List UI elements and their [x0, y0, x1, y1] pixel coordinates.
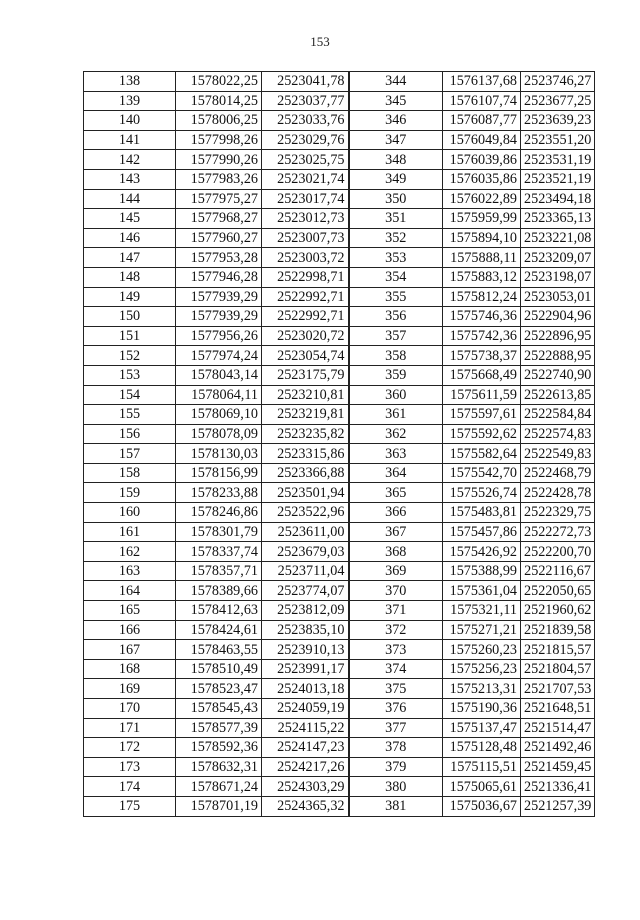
table-row	[84, 796, 595, 816]
x-coordinate-cell: 1575190,36	[443, 699, 521, 719]
y-coordinate-cell: 2523025,75	[262, 150, 349, 170]
y-coordinate-cell: 2522200,70	[521, 542, 595, 562]
x-coordinate-cell: 1575036,67	[443, 796, 521, 816]
point-number-cell: 360	[349, 385, 443, 405]
point-number-cell: 374	[349, 659, 443, 679]
x-coordinate-cell: 1575321,11	[443, 601, 521, 621]
coordinates-table	[83, 71, 595, 817]
x-coordinate-cell: 1575746,36	[443, 307, 521, 327]
y-coordinate-cell: 2523551,20	[521, 130, 595, 150]
point-number-cell: 347	[349, 130, 443, 150]
y-coordinate-cell: 2523041,78	[262, 72, 349, 92]
x-coordinate-cell: 1578412,63	[176, 601, 262, 621]
x-coordinate-cell: 1578632,31	[176, 757, 262, 777]
y-coordinate-cell: 2523020,72	[262, 326, 349, 346]
table-row	[84, 522, 595, 542]
y-coordinate-cell: 2523835,10	[262, 620, 349, 640]
x-coordinate-cell: 1575256,23	[443, 659, 521, 679]
y-coordinate-cell: 2524013,18	[262, 679, 349, 699]
point-number-cell: 159	[84, 483, 176, 503]
x-coordinate-cell: 1576049,84	[443, 130, 521, 150]
point-number-cell: 371	[349, 601, 443, 621]
table-row	[84, 307, 595, 327]
y-coordinate-cell: 2521492,46	[521, 738, 595, 758]
point-number-cell: 372	[349, 620, 443, 640]
y-coordinate-cell: 2523021,74	[262, 169, 349, 189]
x-coordinate-cell: 1575213,31	[443, 679, 521, 699]
point-number-cell: 367	[349, 522, 443, 542]
x-coordinate-cell: 1577939,29	[176, 307, 262, 327]
x-coordinate-cell: 1577960,27	[176, 228, 262, 248]
y-coordinate-cell: 2523365,13	[521, 209, 595, 229]
point-number-cell: 349	[349, 169, 443, 189]
y-coordinate-cell: 2523315,86	[262, 444, 349, 464]
point-number-cell: 160	[84, 503, 176, 523]
x-coordinate-cell: 1575361,04	[443, 581, 521, 601]
point-number-cell: 381	[349, 796, 443, 816]
x-coordinate-cell: 1578301,79	[176, 522, 262, 542]
y-coordinate-cell: 2521459,45	[521, 757, 595, 777]
y-coordinate-cell: 2522904,96	[521, 307, 595, 327]
point-number-cell: 155	[84, 405, 176, 425]
point-number-cell: 175	[84, 796, 176, 816]
point-number-cell: 351	[349, 209, 443, 229]
y-coordinate-cell: 2524303,29	[262, 777, 349, 797]
y-coordinate-cell: 2522992,71	[262, 287, 349, 307]
x-coordinate-cell: 1577990,26	[176, 150, 262, 170]
y-coordinate-cell: 2522896,95	[521, 326, 595, 346]
point-number-cell: 162	[84, 542, 176, 562]
y-coordinate-cell: 2522428,78	[521, 483, 595, 503]
y-coordinate-cell: 2523679,03	[262, 542, 349, 562]
table-row	[84, 209, 595, 229]
y-coordinate-cell: 2522584,84	[521, 405, 595, 425]
x-coordinate-cell: 1575115,51	[443, 757, 521, 777]
table-row	[84, 738, 595, 758]
x-coordinate-cell: 1578389,66	[176, 581, 262, 601]
y-coordinate-cell: 2523494,18	[521, 189, 595, 209]
point-number-cell: 366	[349, 503, 443, 523]
y-coordinate-cell: 2523501,94	[262, 483, 349, 503]
x-coordinate-cell: 1578463,55	[176, 640, 262, 660]
y-coordinate-cell: 2523003,72	[262, 248, 349, 268]
point-number-cell: 142	[84, 150, 176, 170]
y-coordinate-cell: 2522992,71	[262, 307, 349, 327]
x-coordinate-cell: 1576107,74	[443, 91, 521, 111]
point-number-cell: 164	[84, 581, 176, 601]
point-number-cell: 373	[349, 640, 443, 660]
x-coordinate-cell: 1575526,74	[443, 483, 521, 503]
x-coordinate-cell: 1577956,26	[176, 326, 262, 346]
point-number-cell: 352	[349, 228, 443, 248]
point-number-cell: 145	[84, 209, 176, 229]
x-coordinate-cell: 1575597,61	[443, 405, 521, 425]
y-coordinate-cell: 2522613,85	[521, 385, 595, 405]
x-coordinate-cell: 1575611,59	[443, 385, 521, 405]
x-coordinate-cell: 1577975,27	[176, 189, 262, 209]
point-number-cell: 165	[84, 601, 176, 621]
x-coordinate-cell: 1576087,77	[443, 111, 521, 131]
x-coordinate-cell: 1578592,36	[176, 738, 262, 758]
y-coordinate-cell: 2523521,19	[521, 169, 595, 189]
y-coordinate-cell: 2523012,73	[262, 209, 349, 229]
point-number-cell: 156	[84, 424, 176, 444]
y-coordinate-cell: 2523677,25	[521, 91, 595, 111]
point-number-cell: 174	[84, 777, 176, 797]
table-row	[84, 287, 595, 307]
point-number-cell: 357	[349, 326, 443, 346]
table-row	[84, 365, 595, 385]
y-coordinate-cell: 2522468,79	[521, 463, 595, 483]
point-number-cell: 141	[84, 130, 176, 150]
x-coordinate-cell: 1578510,49	[176, 659, 262, 679]
table-row	[84, 72, 595, 92]
x-coordinate-cell: 1578069,10	[176, 405, 262, 425]
x-coordinate-cell: 1575592,62	[443, 424, 521, 444]
y-coordinate-cell: 2521815,57	[521, 640, 595, 660]
table-row	[84, 718, 595, 738]
x-coordinate-cell: 1575483,81	[443, 503, 521, 523]
table-row	[84, 757, 595, 777]
point-number-cell: 359	[349, 365, 443, 385]
x-coordinate-cell: 1578545,43	[176, 699, 262, 719]
y-coordinate-cell: 2523235,82	[262, 424, 349, 444]
point-number-cell: 153	[84, 365, 176, 385]
x-coordinate-cell: 1578014,25	[176, 91, 262, 111]
y-coordinate-cell: 2522740,90	[521, 365, 595, 385]
y-coordinate-cell: 2523037,77	[262, 91, 349, 111]
point-number-cell: 157	[84, 444, 176, 464]
y-coordinate-cell: 2521257,39	[521, 796, 595, 816]
table-row	[84, 777, 595, 797]
x-coordinate-cell: 1578233,88	[176, 483, 262, 503]
table-row	[84, 267, 595, 287]
y-coordinate-cell: 2523774,07	[262, 581, 349, 601]
x-coordinate-cell: 1575883,12	[443, 267, 521, 287]
point-number-cell: 375	[349, 679, 443, 699]
point-number-cell: 346	[349, 111, 443, 131]
point-number-cell: 151	[84, 326, 176, 346]
point-number-cell: 376	[349, 699, 443, 719]
point-number-cell: 365	[349, 483, 443, 503]
x-coordinate-cell: 1575894,10	[443, 228, 521, 248]
table-row	[84, 503, 595, 523]
y-coordinate-cell: 2523007,73	[262, 228, 349, 248]
point-number-cell: 354	[349, 267, 443, 287]
y-coordinate-cell: 2523033,76	[262, 111, 349, 131]
x-coordinate-cell: 1576022,89	[443, 189, 521, 209]
point-number-cell: 154	[84, 385, 176, 405]
y-coordinate-cell: 2523522,96	[262, 503, 349, 523]
point-number-cell: 148	[84, 267, 176, 287]
point-number-cell: 167	[84, 640, 176, 660]
y-coordinate-cell: 2522998,71	[262, 267, 349, 287]
table-row	[84, 91, 595, 111]
y-coordinate-cell: 2523054,74	[262, 346, 349, 366]
point-number-cell: 139	[84, 91, 176, 111]
y-coordinate-cell: 2522549,83	[521, 444, 595, 464]
y-coordinate-cell: 2523611,00	[262, 522, 349, 542]
x-coordinate-cell: 1578078,09	[176, 424, 262, 444]
point-number-cell: 138	[84, 72, 176, 92]
x-coordinate-cell: 1575457,86	[443, 522, 521, 542]
x-coordinate-cell: 1575388,99	[443, 561, 521, 581]
table-body	[84, 72, 595, 817]
y-coordinate-cell: 2521804,57	[521, 659, 595, 679]
y-coordinate-cell: 2521839,58	[521, 620, 595, 640]
point-number-cell: 170	[84, 699, 176, 719]
x-coordinate-cell: 1577953,28	[176, 248, 262, 268]
x-coordinate-cell: 1578701,19	[176, 796, 262, 816]
y-coordinate-cell: 2523910,13	[262, 640, 349, 660]
table-row	[84, 699, 595, 719]
table-row	[84, 189, 595, 209]
point-number-cell: 147	[84, 248, 176, 268]
x-coordinate-cell: 1578156,99	[176, 463, 262, 483]
point-number-cell: 379	[349, 757, 443, 777]
point-number-cell: 370	[349, 581, 443, 601]
table-row	[84, 424, 595, 444]
y-coordinate-cell: 2522888,95	[521, 346, 595, 366]
x-coordinate-cell: 1575271,21	[443, 620, 521, 640]
x-coordinate-cell: 1578064,11	[176, 385, 262, 405]
point-number-cell: 368	[349, 542, 443, 562]
y-coordinate-cell: 2522050,65	[521, 581, 595, 601]
x-coordinate-cell: 1577998,26	[176, 130, 262, 150]
y-coordinate-cell: 2523209,07	[521, 248, 595, 268]
table-row	[84, 463, 595, 483]
x-coordinate-cell: 1578043,14	[176, 365, 262, 385]
x-coordinate-cell: 1577974,24	[176, 346, 262, 366]
table-row	[84, 561, 595, 581]
point-number-cell: 146	[84, 228, 176, 248]
table-row	[84, 326, 595, 346]
y-coordinate-cell: 2522574,83	[521, 424, 595, 444]
point-number-cell: 364	[349, 463, 443, 483]
y-coordinate-cell: 2524365,32	[262, 796, 349, 816]
x-coordinate-cell: 1575742,36	[443, 326, 521, 346]
table-row	[84, 150, 595, 170]
table-row	[84, 620, 595, 640]
y-coordinate-cell: 2524147,23	[262, 738, 349, 758]
point-number-cell: 149	[84, 287, 176, 307]
x-coordinate-cell: 1578523,47	[176, 679, 262, 699]
point-number-cell: 150	[84, 307, 176, 327]
x-coordinate-cell: 1578424,61	[176, 620, 262, 640]
table-row	[84, 659, 595, 679]
x-coordinate-cell: 1575888,11	[443, 248, 521, 268]
y-coordinate-cell: 2522272,73	[521, 522, 595, 542]
y-coordinate-cell: 2523991,17	[262, 659, 349, 679]
point-number-cell: 344	[349, 72, 443, 92]
point-number-cell: 173	[84, 757, 176, 777]
x-coordinate-cell: 1578357,71	[176, 561, 262, 581]
point-number-cell: 161	[84, 522, 176, 542]
point-number-cell: 158	[84, 463, 176, 483]
y-coordinate-cell: 2521960,62	[521, 601, 595, 621]
x-coordinate-cell: 1578130,03	[176, 444, 262, 464]
y-coordinate-cell: 2523219,81	[262, 405, 349, 425]
table-row	[84, 346, 595, 366]
y-coordinate-cell: 2524059,19	[262, 699, 349, 719]
x-coordinate-cell: 1577946,28	[176, 267, 262, 287]
x-coordinate-cell: 1577983,26	[176, 169, 262, 189]
table-row	[84, 111, 595, 131]
y-coordinate-cell: 2523639,23	[521, 111, 595, 131]
point-number-cell: 378	[349, 738, 443, 758]
y-coordinate-cell: 2524115,22	[262, 718, 349, 738]
x-coordinate-cell: 1575260,23	[443, 640, 521, 660]
point-number-cell: 348	[349, 150, 443, 170]
point-number-cell: 362	[349, 424, 443, 444]
table-row	[84, 679, 595, 699]
y-coordinate-cell: 2521514,47	[521, 718, 595, 738]
point-number-cell: 353	[349, 248, 443, 268]
y-coordinate-cell: 2523053,01	[521, 287, 595, 307]
point-number-cell: 355	[349, 287, 443, 307]
x-coordinate-cell: 1576137,68	[443, 72, 521, 92]
x-coordinate-cell: 1578337,74	[176, 542, 262, 562]
point-number-cell: 143	[84, 169, 176, 189]
table-row	[84, 542, 595, 562]
table-row	[84, 405, 595, 425]
point-number-cell: 144	[84, 189, 176, 209]
point-number-cell: 152	[84, 346, 176, 366]
table-row	[84, 228, 595, 248]
x-coordinate-cell: 1577968,27	[176, 209, 262, 229]
x-coordinate-cell: 1575542,70	[443, 463, 521, 483]
x-coordinate-cell: 1578006,25	[176, 111, 262, 131]
point-number-cell: 369	[349, 561, 443, 581]
x-coordinate-cell: 1575065,61	[443, 777, 521, 797]
x-coordinate-cell: 1575582,64	[443, 444, 521, 464]
x-coordinate-cell: 1575668,49	[443, 365, 521, 385]
point-number-cell: 140	[84, 111, 176, 131]
table-row	[84, 483, 595, 503]
table-row	[84, 130, 595, 150]
page-number: 153	[310, 34, 330, 49]
point-number-cell: 377	[349, 718, 443, 738]
y-coordinate-cell: 2521707,53	[521, 679, 595, 699]
point-number-cell: 358	[349, 346, 443, 366]
x-coordinate-cell: 1578671,24	[176, 777, 262, 797]
y-coordinate-cell: 2522116,67	[521, 561, 595, 581]
y-coordinate-cell: 2522329,75	[521, 503, 595, 523]
x-coordinate-cell: 1575128,48	[443, 738, 521, 758]
point-number-cell: 356	[349, 307, 443, 327]
x-coordinate-cell: 1578246,86	[176, 503, 262, 523]
point-number-cell: 363	[349, 444, 443, 464]
y-coordinate-cell: 2523221,08	[521, 228, 595, 248]
y-coordinate-cell: 2523531,19	[521, 150, 595, 170]
table-row	[84, 169, 595, 189]
y-coordinate-cell: 2523711,04	[262, 561, 349, 581]
point-number-cell: 168	[84, 659, 176, 679]
table-row	[84, 640, 595, 660]
point-number-cell: 361	[349, 405, 443, 425]
y-coordinate-cell: 2523210,81	[262, 385, 349, 405]
point-number-cell: 350	[349, 189, 443, 209]
x-coordinate-cell: 1575812,24	[443, 287, 521, 307]
y-coordinate-cell: 2523812,09	[262, 601, 349, 621]
x-coordinate-cell: 1578022,25	[176, 72, 262, 92]
y-coordinate-cell: 2523175,79	[262, 365, 349, 385]
table-row	[84, 444, 595, 464]
x-coordinate-cell: 1575738,37	[443, 346, 521, 366]
x-coordinate-cell: 1578577,39	[176, 718, 262, 738]
x-coordinate-cell: 1575137,47	[443, 718, 521, 738]
x-coordinate-cell: 1576039,86	[443, 150, 521, 170]
y-coordinate-cell: 2523029,76	[262, 130, 349, 150]
y-coordinate-cell: 2521648,51	[521, 699, 595, 719]
point-number-cell: 166	[84, 620, 176, 640]
x-coordinate-cell: 1577939,29	[176, 287, 262, 307]
point-number-cell: 172	[84, 738, 176, 758]
y-coordinate-cell: 2521336,41	[521, 777, 595, 797]
table-row	[84, 581, 595, 601]
y-coordinate-cell: 2523366,88	[262, 463, 349, 483]
y-coordinate-cell: 2524217,26	[262, 757, 349, 777]
table-row	[84, 385, 595, 405]
x-coordinate-cell: 1575959,99	[443, 209, 521, 229]
point-number-cell: 345	[349, 91, 443, 111]
y-coordinate-cell: 2523198,07	[521, 267, 595, 287]
x-coordinate-cell: 1575426,92	[443, 542, 521, 562]
y-coordinate-cell: 2523017,74	[262, 189, 349, 209]
point-number-cell: 169	[84, 679, 176, 699]
y-coordinate-cell: 2523746,27	[521, 72, 595, 92]
table-row	[84, 601, 595, 621]
point-number-cell: 163	[84, 561, 176, 581]
table-row	[84, 248, 595, 268]
point-number-cell: 380	[349, 777, 443, 797]
x-coordinate-cell: 1576035,86	[443, 169, 521, 189]
point-number-cell: 171	[84, 718, 176, 738]
